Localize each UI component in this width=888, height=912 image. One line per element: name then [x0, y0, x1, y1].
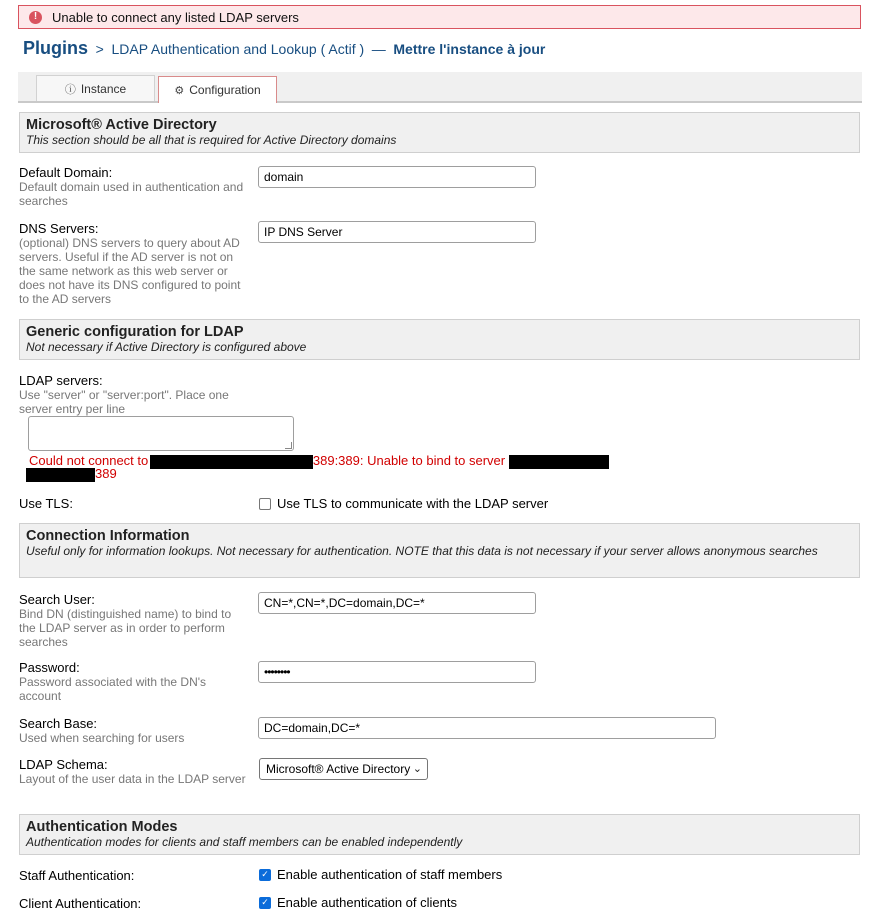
- ldap-schema-selected: Microsoft® Active Directory: [266, 762, 411, 776]
- staff-auth-checkbox-label[interactable]: Enable authentication of staff members: [277, 867, 503, 882]
- section-subtitle: Not necessary if Active Directory is configured above: [26, 340, 307, 354]
- search-base-input[interactable]: DC=domain,DC=*: [258, 717, 716, 739]
- staff-auth-row[interactable]: [259, 867, 502, 882]
- section-title: Authentication Modes: [26, 819, 178, 835]
- section-title: Generic configuration for LDAP: [26, 324, 244, 340]
- search-user-label: Search User:: [19, 592, 95, 607]
- staff-auth-label: Staff Authentication:: [19, 868, 135, 883]
- alert-circle-icon: !: [29, 11, 42, 24]
- section-generic-ldap: [19, 319, 860, 360]
- section-active-directory: [19, 112, 860, 153]
- password-label-group: [19, 660, 251, 703]
- default-domain-hint: Default domain used in authentication and searches: [19, 180, 244, 208]
- ldap-error-prefix: Could not connect to: [29, 453, 149, 468]
- ldap-schema-hint: Layout of the user data in the LDAP server: [19, 772, 246, 786]
- section-title: Connection Information: [26, 528, 190, 544]
- search-user-hint: Bind DN (distinguished name) to bind to the LDAP server as in order to perform searches: [19, 607, 232, 649]
- default-domain-label: Default Domain:: [19, 165, 113, 180]
- ldap-servers-hint: Use "server" or "server:port". Place one server entry per line: [19, 388, 229, 416]
- section-subtitle: Authentication modes for clients and staff members can be enabled independently: [26, 835, 463, 849]
- ldap-schema-select[interactable]: [259, 758, 428, 780]
- password-input[interactable]: ••••••••: [258, 661, 536, 683]
- default-domain-label-group: [19, 165, 251, 208]
- breadcrumb: [23, 38, 545, 59]
- ldap-servers-label: LDAP servers:: [19, 373, 103, 388]
- breadcrumb-dash: —: [371, 41, 386, 57]
- staff-auth-checkbox[interactable]: ✓: [259, 869, 271, 881]
- search-base-label-group: [19, 716, 251, 745]
- ldap-schema-label-group: [19, 757, 251, 786]
- error-banner: [18, 5, 861, 29]
- breadcrumb-plugin-link[interactable]: LDAP Authentication and Lookup ( Actif ): [111, 41, 365, 57]
- dns-servers-label: DNS Servers:: [19, 221, 99, 236]
- redacted-block: [509, 455, 609, 469]
- search-user-input[interactable]: CN=*,CN=*,DC=domain,DC=*: [258, 592, 536, 614]
- client-auth-checkbox-label[interactable]: Enable authentication of clients: [277, 895, 457, 910]
- search-base-label: Search Base:: [19, 716, 98, 731]
- use-tls-checkbox[interactable]: [259, 498, 271, 510]
- chevron-down-icon: ⌄: [412, 763, 422, 775]
- resize-handle-icon[interactable]: [285, 442, 292, 449]
- search-user-label-group: [19, 592, 251, 649]
- error-message: Unable to connect any listed LDAP servers: [52, 9, 299, 25]
- breadcrumb-plugins-link[interactable]: Plugins: [23, 38, 89, 58]
- search-base-hint: Used when searching for users: [19, 731, 185, 745]
- password-label: Password:: [19, 660, 80, 675]
- ldap-error-middle: 389:389: Unable to bind to server: [312, 453, 506, 468]
- tab-instance-label: Instance: [80, 81, 127, 96]
- ldap-servers-label-group: [19, 373, 251, 416]
- section-title: Microsoft® Active Directory: [26, 117, 217, 133]
- client-auth-label: Client Authentication:: [19, 896, 142, 911]
- use-tls-label: Use TLS:: [19, 496, 73, 511]
- section-authentication-modes: [19, 814, 860, 855]
- client-auth-row[interactable]: [259, 895, 457, 910]
- ldap-schema-label: LDAP Schema:: [19, 757, 108, 772]
- dns-servers-label-group: [19, 221, 253, 306]
- gear-icon: ⚙: [174, 84, 185, 97]
- ldap-servers-textarea[interactable]: [28, 416, 294, 451]
- tab-instance[interactable]: [36, 75, 155, 101]
- default-domain-input[interactable]: domain: [258, 166, 536, 188]
- password-hint: Password associated with the DN's account: [19, 675, 207, 703]
- section-connection-info: [19, 523, 860, 578]
- client-auth-checkbox[interactable]: ✓: [259, 897, 271, 909]
- tab-bar: [18, 72, 862, 103]
- dns-servers-input[interactable]: IP DNS Server: [258, 221, 536, 243]
- redacted-block: [26, 468, 95, 482]
- tab-configuration[interactable]: [158, 76, 277, 103]
- section-subtitle: Useful only for information lookups. Not necessary for authentication. NOTE that this data is not necessary if your server allows anonymous searches: [26, 544, 818, 558]
- breadcrumb-separator: >: [95, 41, 104, 57]
- ldap-connection-error-line2: [26, 467, 117, 482]
- tab-configuration-label: Configuration: [189, 83, 261, 97]
- use-tls-checkbox-label[interactable]: Use TLS to communicate with the LDAP server: [277, 496, 549, 511]
- page-title: Mettre l'instance à jour: [393, 41, 546, 57]
- dns-servers-hint: (optional) DNS servers to query about AD servers. Useful if the AD server is not on the same network as this web server or does not have its DNS configured to point to the AD servers: [19, 236, 241, 306]
- info-circle-icon: ⓘ: [64, 83, 76, 96]
- section-subtitle: This section should be all that is required for Active Directory domains: [26, 133, 397, 147]
- ldap-error-suffix: 389: [95, 466, 117, 481]
- use-tls-row[interactable]: [259, 496, 548, 511]
- redacted-block: [150, 455, 313, 469]
